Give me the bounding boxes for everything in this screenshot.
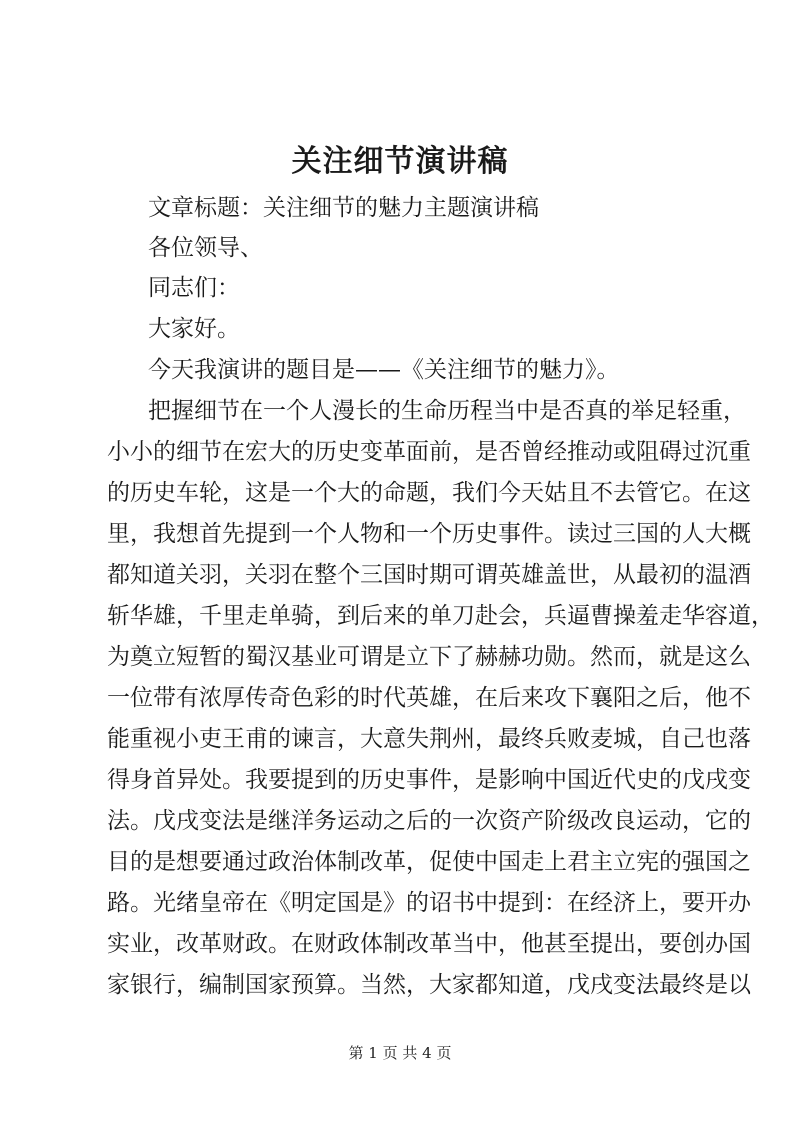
page-number-footer: 第 1 页 共 4 页 [348, 1044, 452, 1062]
body-paragraph-line: 目的是想要通过政治体制改革，促使中国走上君主立宪的强国之 [107, 849, 751, 875]
body-paragraph-line: 的历史车轮，这是一个大的命题，我们今天姑且不去管它。在这 [107, 480, 751, 506]
body-paragraph-line: 家银行，编制国家预算。当然，大家都知道，戊戌变法最终是以 [107, 972, 751, 998]
body-paragraph-line: 得身首异处。我要提到的历史事件，是影响中国近代史的戊戌变 [107, 767, 751, 793]
salutation-comrades: 同志们： [148, 275, 240, 301]
body-paragraph-line: 小小的细节在宏大的历史变革面前，是否曾经推动或阻碍过沉重 [107, 439, 751, 465]
topic-line: 今天我演讲的题目是——《关注细节的魅力》。 [148, 357, 620, 383]
salutation-leaders: 各位领导、 [148, 235, 263, 261]
body-paragraph-line: 路。光绪皇帝在《明定国是》的诏书中提到：在经济上，要开办 [107, 890, 751, 916]
body-paragraph-line: 斩华雄，千里走单骑，到后来的单刀赴会，兵逼曹操羞走华容道， [107, 603, 774, 629]
document-title: 关注细节演讲稿 [291, 144, 509, 179]
body-paragraph-line: 把握细节在一个人漫长的生命历程当中是否真的举足轻重， [148, 398, 746, 424]
article-subtitle-line: 文章标题：关注细节的魅力主题演讲稿 [148, 195, 539, 221]
body-paragraph-line: 法。戊戌变法是继洋务运动之后的一次资产阶级改良运动，它的 [107, 808, 751, 834]
greeting-line: 大家好。 [148, 316, 240, 342]
body-paragraph-line: 能重视小吏王甫的谏言，大意失荆州，最终兵败麦城，自己也落 [107, 726, 751, 752]
body-paragraph-line: 一位带有浓厚传奇色彩的时代英雄，在后来攻下襄阳之后，他不 [107, 685, 751, 711]
body-paragraph-line: 都知道关羽，关羽在整个三国时期可谓英雄盖世，从最初的温酒 [107, 562, 751, 588]
body-paragraph-line: 实业，改革财政。在财政体制改革当中，他甚至提出，要创办国 [107, 931, 751, 957]
body-paragraph-line: 为奠立短暂的蜀汉基业可谓是立下了赫赫功勋。然而，就是这么 [107, 644, 751, 670]
body-paragraph-line: 里，我想首先提到一个人物和一个历史事件。读过三国的人大概 [107, 521, 751, 547]
